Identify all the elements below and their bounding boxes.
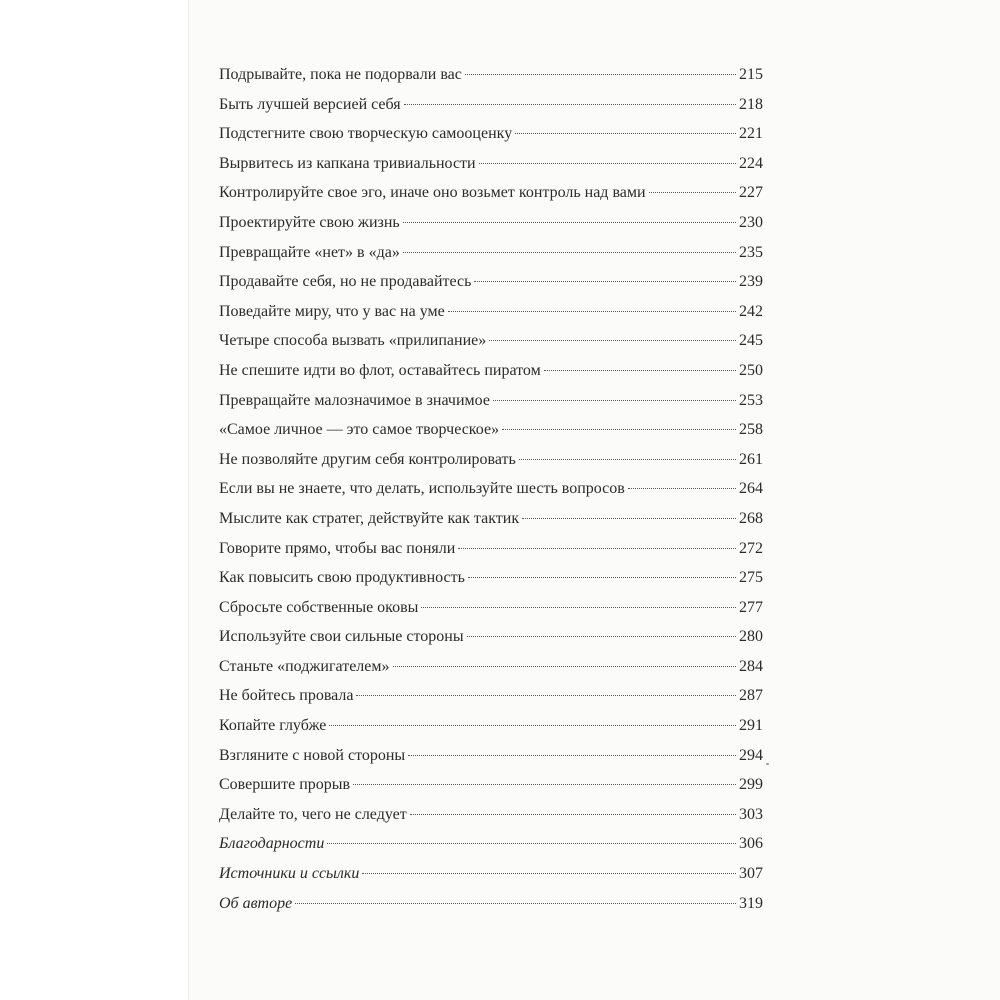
- toc-entry: [219, 770, 763, 800]
- toc-entry-page-number: 227: [739, 184, 763, 202]
- dot-leader: [393, 666, 736, 667]
- toc-entry-title: Не позволяйте другим себя контролировать: [219, 450, 516, 468]
- dot-leader: [479, 163, 736, 164]
- toc-entry-page-number: 242: [739, 302, 763, 320]
- toc-entry: [219, 149, 763, 179]
- toc-entry-title: Быть лучшей версией себя: [219, 95, 401, 113]
- toc-entry-title: Не спешите идти во флот, оставайтесь пиратом: [219, 361, 541, 379]
- toc-entry: [219, 652, 763, 682]
- toc-entry-page-number: 245: [739, 332, 763, 350]
- toc-entry-page-number: 253: [739, 391, 763, 409]
- toc-entry: [219, 504, 763, 534]
- toc-entry-title: Благодарности: [219, 835, 325, 853]
- dot-leader: [502, 429, 736, 430]
- toc-entry-page-number: 280: [739, 628, 763, 646]
- toc-entry: [219, 741, 763, 771]
- toc-entry-title: Вырвитесь из капкана тривиальности: [219, 154, 476, 172]
- toc-entry-page-number: 284: [739, 657, 763, 675]
- dot-leader: [474, 281, 736, 282]
- toc-entry-page-number: 319: [739, 894, 763, 912]
- toc-entry: [219, 60, 763, 90]
- toc-entry-title: «Самое личное — это самое творческое»: [219, 421, 500, 439]
- toc-entry-title: Мыслите как стратег, действуйте как тактик: [219, 509, 520, 527]
- toc-entry-page-number: 224: [739, 154, 763, 172]
- toc-entry-title: Сбросьте собственные оковы: [219, 598, 419, 616]
- toc-entry-page-number: 306: [739, 835, 763, 853]
- toc-entry-page-number: 218: [739, 95, 763, 113]
- toc-entry: [219, 267, 763, 297]
- toc-entry-title: Совершите прорыв: [219, 776, 351, 794]
- dot-leader: [403, 252, 736, 253]
- toc-entry-title: Подстегните свою творческую самооценку: [219, 125, 513, 143]
- toc-entry-page-number: 303: [739, 805, 763, 823]
- toc-entry: [219, 415, 763, 445]
- dot-leader: [468, 577, 736, 578]
- dot-leader: [522, 518, 736, 519]
- toc-entry-title: Проектируйте свою жизнь: [219, 213, 400, 231]
- dot-leader: [362, 873, 736, 874]
- dot-leader: [467, 636, 736, 637]
- toc-entry: [219, 829, 763, 859]
- toc-entry-title: Источники и ссылки: [219, 865, 360, 883]
- toc-entry: [219, 119, 763, 149]
- dot-leader: [628, 488, 736, 489]
- toc-entry-title: Как повысить свою продуктивность: [219, 569, 465, 587]
- dot-leader: [403, 222, 736, 223]
- toc-entry-title: Станьте «поджигателем»: [219, 657, 390, 675]
- toc-entry: [219, 386, 763, 416]
- toc-entry-page-number: 215: [739, 66, 763, 83]
- table-of-contents: [219, 60, 763, 918]
- toc-entry-title: Превращайте «нет» в «да»: [219, 243, 400, 261]
- dot-leader: [353, 784, 736, 785]
- dot-leader: [295, 903, 736, 904]
- toc-entry-page-number: 264: [739, 480, 763, 498]
- dot-leader: [465, 74, 736, 75]
- toc-entry-title: Подрывайте, пока не подорвали вас: [219, 66, 462, 83]
- toc-entry: [219, 178, 763, 208]
- toc-entry: [219, 326, 763, 356]
- toc-entry-page-number: 291: [739, 717, 763, 735]
- toc-entry: [219, 593, 763, 623]
- toc-entry-page-number: 258: [739, 421, 763, 439]
- toc-entry-page-number: 275: [739, 569, 763, 587]
- toc-entry: [219, 563, 763, 593]
- toc-entry: [219, 681, 763, 711]
- paper-speck: [766, 763, 769, 765]
- toc-entry-page-number: 277: [739, 598, 763, 616]
- toc-entry-page-number: 239: [739, 273, 763, 291]
- toc-entry-title: Продавайте себя, но не продавайтесь: [219, 273, 472, 291]
- toc-entry-title: Взгляните с новой стороны: [219, 746, 406, 764]
- toc-entry-title: Четыре способа вызвать «прилипание»: [219, 332, 487, 350]
- book-page: [188, 0, 1000, 1000]
- toc-entry: [219, 711, 763, 741]
- toc-entry: [219, 859, 763, 889]
- toc-entry-page-number: 299: [739, 776, 763, 794]
- dot-leader: [408, 755, 736, 756]
- dot-leader: [404, 104, 736, 105]
- toc-entry-page-number: 230: [739, 213, 763, 231]
- toc-entry-page-number: 235: [739, 243, 763, 261]
- dot-leader: [327, 843, 736, 844]
- dot-leader: [421, 607, 736, 608]
- toc-entry-title: Контролируйте свое эго, иначе оно возьмет контроль над вами: [219, 184, 646, 202]
- dot-leader: [649, 192, 736, 193]
- toc-entry-title: Копайте глубже: [219, 717, 327, 735]
- toc-entry-title: Не бойтесь провала: [219, 687, 354, 705]
- toc-entry: [219, 474, 763, 504]
- dot-leader: [356, 695, 736, 696]
- toc-entry-page-number: 307: [739, 865, 763, 883]
- toc-entry: [219, 238, 763, 268]
- toc-entry-title: Если вы не знаете, что делать, используйте шесть вопросов: [219, 480, 625, 498]
- dot-leader: [410, 814, 736, 815]
- dot-leader: [519, 459, 736, 460]
- toc-entry-title: Используйте свои сильные стороны: [219, 628, 464, 646]
- dot-leader: [493, 400, 736, 401]
- toc-entry-page-number: 268: [739, 509, 763, 527]
- toc-entry: [219, 445, 763, 475]
- toc-entry: [219, 208, 763, 238]
- toc-entry: [219, 800, 763, 830]
- dot-leader: [515, 133, 736, 134]
- toc-entry: [219, 356, 763, 386]
- toc-entry-title: Поведайте миру, что у вас на уме: [219, 302, 445, 320]
- toc-entry: [219, 297, 763, 327]
- dot-leader: [489, 340, 736, 341]
- toc-entry-page-number: 261: [739, 450, 763, 468]
- dot-leader: [458, 548, 736, 549]
- toc-entry-title: Говорите прямо, чтобы вас поняли: [219, 539, 456, 557]
- dot-leader: [544, 370, 736, 371]
- toc-entry-title: Делайте то, чего не следует: [219, 805, 407, 823]
- toc-entry-page-number: 287: [739, 687, 763, 705]
- toc-entry-page-number: 294: [739, 746, 763, 764]
- toc-entry-page-number: 221: [739, 125, 763, 143]
- toc-entry: [219, 889, 763, 919]
- toc-entry-title: Превращайте малозначимое в значимое: [219, 391, 490, 409]
- toc-entry-page-number: 250: [739, 361, 763, 379]
- dot-leader: [448, 311, 736, 312]
- toc-entry-page-number: 272: [739, 539, 763, 557]
- toc-entry-title: Об авторе: [219, 894, 293, 912]
- dot-leader: [329, 725, 736, 726]
- toc-entry: [219, 90, 763, 120]
- toc-entry: [219, 534, 763, 564]
- toc-entry: [219, 622, 763, 652]
